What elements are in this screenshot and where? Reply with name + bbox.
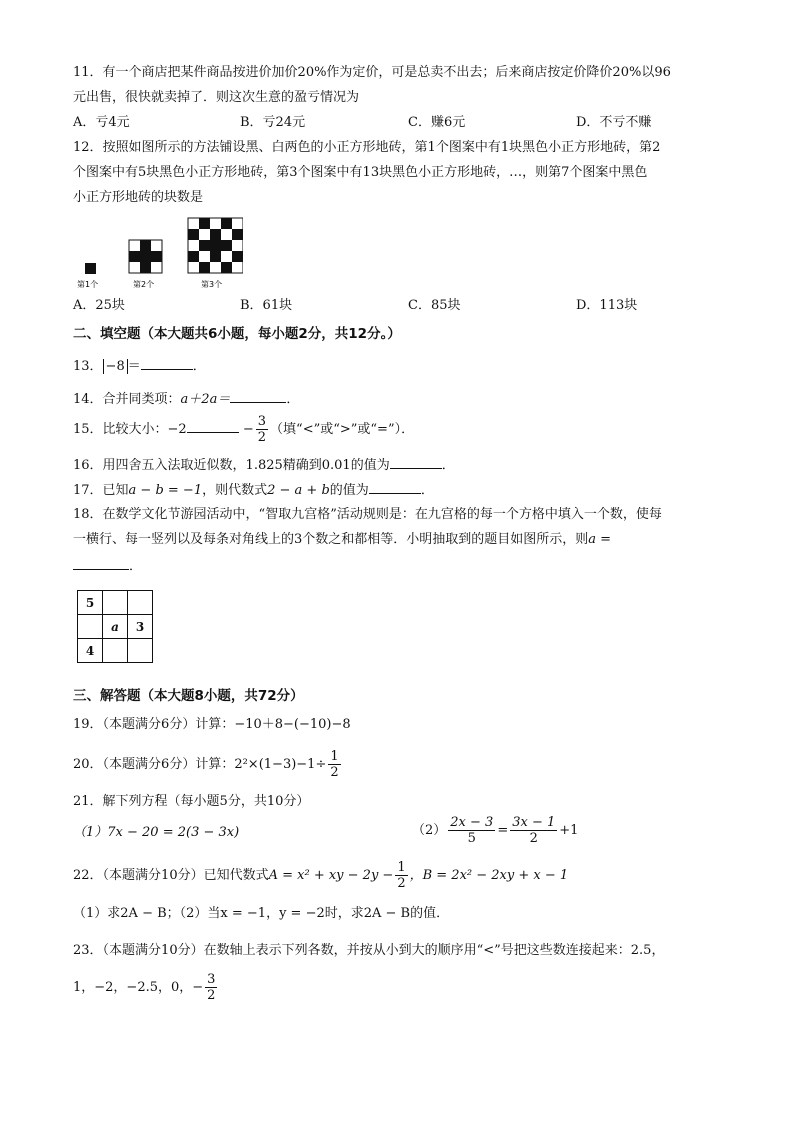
pattern3-black-tile [199, 240, 210, 251]
q18-line1: 18．在数学文化节游园活动中，“智取九宫格”活动规则是：在九宫格的每一个方格中填入一个数，使每 [73, 507, 662, 522]
pattern3-black-tile [210, 240, 221, 251]
tile-pattern-figure [73, 214, 243, 290]
q11-line2: 元出售，很快就卖掉了．则这次生意的盈亏情况为 [73, 90, 360, 105]
q12-option-d: D．113块 [576, 298, 638, 313]
pattern3-black-tile [188, 229, 199, 240]
q18-blank [73, 555, 129, 570]
q23-line1: 23．（本题满分10分）在数轴上表示下列各数，并按从小到大的顺序用“<”号把这些数连接起来：2.5， [73, 943, 665, 958]
q17-blank [369, 479, 421, 494]
q12-option-b: B．61块 [240, 298, 293, 313]
q15: 15．比较大小：−2 − $\frac{3}{2}$ （填“<”或“>”或“=”）． [73, 414, 415, 445]
pattern3-black-tile [210, 251, 221, 262]
q19: 19．（本题满分6分）计算：−10＋8−(−10)−8 [73, 717, 351, 732]
q18-line3: ． [73, 555, 142, 577]
section3-heading: 三、解答题（本大题8小题，共72分） [73, 688, 304, 704]
pattern3 [188, 218, 243, 273]
q21-part2: （2） $\frac{2x - 3}{5}$ = $\frac{3x - 1}{2}$ +1 [412, 815, 579, 846]
q16: 16．用四舍五入法取近似数，1.825精确到0.01的值为 ． [73, 454, 455, 476]
q14-blank [230, 388, 286, 403]
pattern3-black-tile [232, 251, 243, 262]
pattern2 [129, 240, 162, 273]
q12-option-c: C．85块 [408, 298, 461, 313]
q11-option-b: B．亏24元 [240, 115, 306, 130]
q11-option-a: A．亏4元 [73, 115, 130, 130]
q15-blank [187, 418, 239, 433]
q23-line2: 1，−2，−2.5，0，− $\frac{3}{2}$ [73, 972, 216, 1003]
pattern3-black-tile [188, 251, 199, 262]
pattern3-black-tile [221, 262, 232, 273]
fig-label-3: 第3个 [201, 280, 223, 289]
pattern3-black-tile [210, 229, 221, 240]
q21-title: 21．解下列方程（每小题5分，共10分） [73, 794, 310, 809]
q21-part1: （1）7x − 20 = 2(3 − 3x) [73, 825, 240, 840]
fig-label-1: 第1个 [77, 280, 99, 289]
nine-grid: 5 a 3 4 [77, 590, 153, 663]
q11-option-c: C．赚6元 [408, 115, 466, 130]
q18-line2: 一横行、每一竖列以及每条对角线上的3个数之和都相等．小明抽取到的题目如图所示，则a = [73, 532, 612, 547]
q22-line2: （1）求2A − B；（2）当x = −1，y = −2时，求2A − B的值． [73, 906, 450, 921]
q15-fraction: $\frac{3}{2}$ [257, 414, 267, 445]
q22-line1: 22．（本题满分10分）已知代数式A = x² + xy − 2y − $\frac{1}{2}$ ，B = 2x² − 2xy + x − 1 [73, 860, 569, 891]
q20-fraction: $\frac{1}{2}$ [330, 749, 339, 780]
q12-option-a: A．25块 [73, 298, 125, 313]
q16-blank [390, 454, 442, 469]
q13-blank [141, 355, 193, 370]
pattern3-black-tile [221, 218, 232, 229]
pattern3-black-tile [221, 240, 232, 251]
q12-line3: 小正方形地砖的块数是 [73, 190, 204, 205]
q14: 14．合并同类项：a＋2a＝ ． [73, 388, 299, 410]
pattern1-black-tile [85, 263, 96, 274]
q11-option-d: D．不亏不赚 [576, 115, 652, 130]
pattern3-black-tile [232, 229, 243, 240]
q12-line2: 个图案中有5块黑色小正方形地砖，第3个图案中有13块黑色小正方形地砖，…，则第7个图案中黑色 [73, 165, 648, 180]
q20: 20．（本题满分6分）计算：2²×(1−3)−1÷ $\frac{1}{2}$ [73, 749, 339, 780]
pattern3-black-tile [199, 262, 210, 273]
pattern3-black-tile [199, 218, 210, 229]
section2-heading: 二、填空题（本大题共6小题，每小题2分，共12分。） [73, 326, 401, 342]
q13-abs: −8 [103, 359, 128, 374]
q11-line1: 11．有一个商店把某件商品按进价加价20%作为定价，可是总卖不出去；后来商店按定价降价20%以96 [73, 65, 671, 80]
q17: 17．已知a − b = −1，则代数式2 − a + b的值为 ． [73, 479, 434, 501]
fig-label-2: 第2个 [133, 280, 155, 289]
q13: 13． −8 ＝ ． [73, 355, 206, 377]
q12-line1: 12．按照如图所示的方法铺设黑、白两色的小正方形地砖，第1个图案中有1块黑色小正方形地砖，第2 [73, 140, 661, 155]
